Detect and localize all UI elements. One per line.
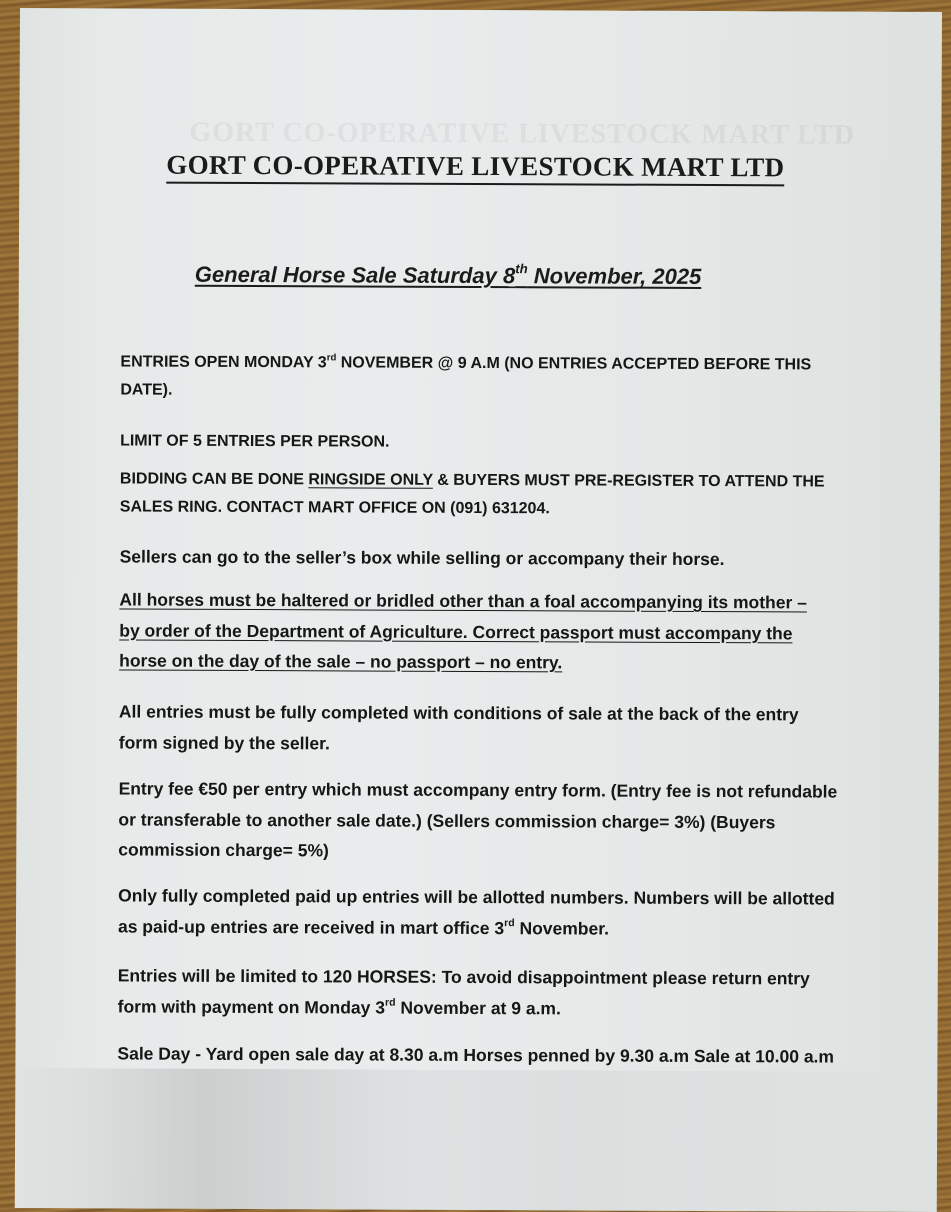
para-entry-fee: Entry fee €50 per entry which must accompany entry form. (Entry fee is not refundable or transferable to another sale date.) (Sellers commission charge= 3%) (Buyers commission charge= 5%) — [118, 778, 838, 861]
para-entries-complete: All entries must be fully completed with conditions of sale at the back of the entry form signed by the seller. — [118, 701, 799, 753]
text: Only fully completed paid up entries will be allotted numbers. Numbers will be allotted as paid-up entries are received in mart office 3 — [117, 885, 835, 938]
text: November at 9 a.m. — [395, 997, 561, 1018]
para-entries-open — [120, 348, 840, 407]
subtitle-text-end: November, 2025 — [527, 263, 702, 289]
show-through-text: GORT CO-OPERATIVE LIVESTOCK MART LTD — [189, 116, 856, 151]
text: BIDDING CAN BE DONE — [119, 470, 309, 489]
ordinal: rd — [504, 916, 515, 929]
para-allotted — [118, 880, 838, 944]
subtitle-ordinal: th — [515, 261, 528, 277]
text: November. — [514, 917, 610, 939]
paper-sheet — [15, 8, 942, 1212]
subtitle-text: General Horse Sale Saturday 8 — [194, 261, 516, 289]
para-limit: LIMIT OF 5 ENTRIES PER PERSON. — [120, 432, 390, 451]
para-bidding — [120, 465, 855, 524]
text: NOVEMBER @ 9 A.M (NO ENTRIES ACCEPTED BEFORE THIS DATE). — [120, 354, 812, 399]
text: Entries will be limited to 120 HORSES: To avoid disappointment please return entry form with payment on Monday 3 — [117, 965, 810, 1018]
ordinal: rd — [385, 996, 396, 1009]
para-halter-rule: All horses must be haltered or bridled other than a foal accompanying its mother – by order of the Department of Agriculture. Correct passport must accompany the horse on the day of the sale – no passport – no entry. — [119, 589, 807, 673]
para-sellers-box: Sellers can go to the seller’s box while selling or accompany their horse. — [119, 546, 725, 570]
ringside-only-emphasis: RINGSIDE ONLY — [308, 471, 433, 489]
para-limited — [118, 960, 838, 1024]
document-title: GORT CO-OPERATIVE LIVESTOCK MART LTD — [166, 149, 784, 187]
text: & BUYERS MUST PRE-REGISTER TO ATTEND THE SALES RING. CONTACT MART OFFICE ON (091) 631204. — [119, 471, 825, 518]
document-subtitle — [195, 262, 702, 290]
text: ENTRIES OPEN MONDAY 3 — [120, 353, 327, 372]
para-sale-day: Sale Day - Yard open sale day at 8.30 a.m Horses penned by 9.30 a.m Sale at 10.00 a.m — [117, 1043, 835, 1067]
ordinal: rd — [326, 352, 337, 364]
